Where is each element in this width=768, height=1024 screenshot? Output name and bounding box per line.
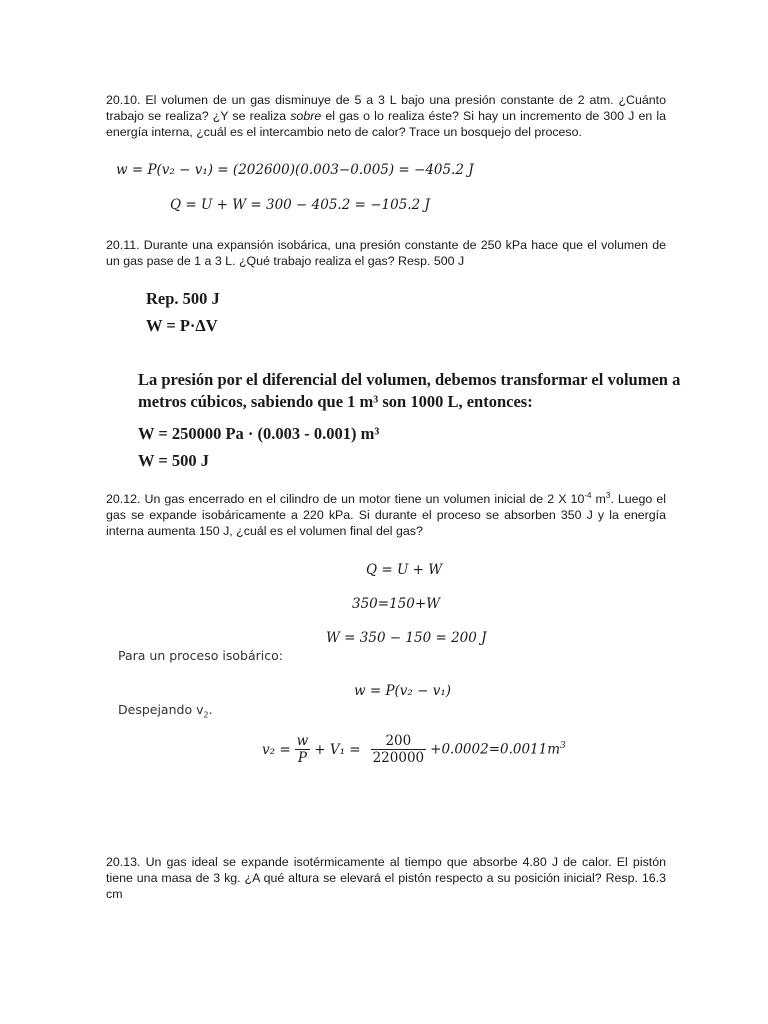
work-formula: W = P·ΔV [146,316,218,335]
isobaric-work-equation: w = P(v₂ − v₁) [354,683,452,699]
fraction-values [371,733,427,766]
equation-rhs-text: +0.0002=0.0011m [430,741,561,758]
answer-label: Rep. 500 J [146,289,220,308]
fraction-denominator: P [297,750,307,766]
problem-text: 20.10. El volumen de un gas disminuye de 5 a 3 L bajo una presión constante de 2 atm. ¿Cuánto trabajo se realiza? ¿Y se realiza [106,93,666,123]
fraction-numerator: w [296,733,309,749]
fraction-numerator: 200 [371,733,427,750]
work-value-equation: W = 350 − 150 = 200 J [326,630,487,646]
work-result: W = 500 J [138,451,209,470]
problem-20-12 [106,488,666,539]
heat-equation: Q = U + W = 300 − 405.2 = −105.2 J [170,197,430,213]
solve-note [118,702,213,720]
unit-exponent: 3 [605,491,611,500]
fraction-denominator: 220000 [372,750,425,766]
exponent: -4 [584,491,592,500]
emphasis-word: sobre [290,109,322,123]
equation-rhs [430,741,566,758]
explanation-text: La presión por el diferencial del volumen, debemos transformar el volumen a metros cúbicos, sabiendo que 1 m³ son 1000 L, entonces: [138,370,681,411]
subscript: 2 [203,710,209,720]
problem-20-11: 20.11. Durante una expansión isobárica, una presión constante de 250 kPa hace que el volumen de un gas pase de 1 a 3 L. ¿Qué trabajo realiza el gas? Resp. 500 J [106,238,666,268]
rhs-exponent: 3 [560,741,566,752]
problem-text: 20.12. Un gas encerrado en el cilindro de un motor tiene un volumen inicial de 2 X 10 [106,492,585,507]
solve-note-text: Despejando v [118,702,204,717]
problem-text: . Luego el gas se expande isobáricamente a 220 kPa. Si durante el proceso se absorben 350 J y la energía interna aumenta 150 J, ¿cuál es el volumen final del gas? [106,492,666,539]
problem-20-13: 20.13. Un gas ideal se expande isotérmicamente al tiempo que absorbe 4.80 J de calor. El pistón tiene una masa de 3 kg. ¿A qué altura se elevará el pistón respecto a su posición inicial? Resp. 16.3 cm [106,855,666,901]
first-law-equation: Q = U + W [366,562,443,578]
isobaric-note: Para un proceso isobárico: [118,648,283,663]
equation-middle: + V₁ = [314,741,361,758]
problem-text: m [591,492,606,507]
final-volume-equation [262,733,566,766]
work-calculation: W = 250000 Pa · (0.003 - 0.001) m³ [138,424,380,443]
problem-20-10 [106,92,666,140]
fraction-w-over-p [295,733,311,766]
solve-note-period: . [208,702,213,717]
problem-text: el gas o lo realiza éste? Si hay un incremento de 300 J en la energía interna, ¿cuál es el intercambio neto de calor? Trace un bosquejo del proceso. [106,109,666,139]
substitution-equation: 350=150+W [352,596,441,612]
work-equation: w = P(v₂ − v₁) = (202600)(0.003−0.005) = −405.2 J [116,162,474,178]
equation-lhs: v₂ = [262,741,291,758]
